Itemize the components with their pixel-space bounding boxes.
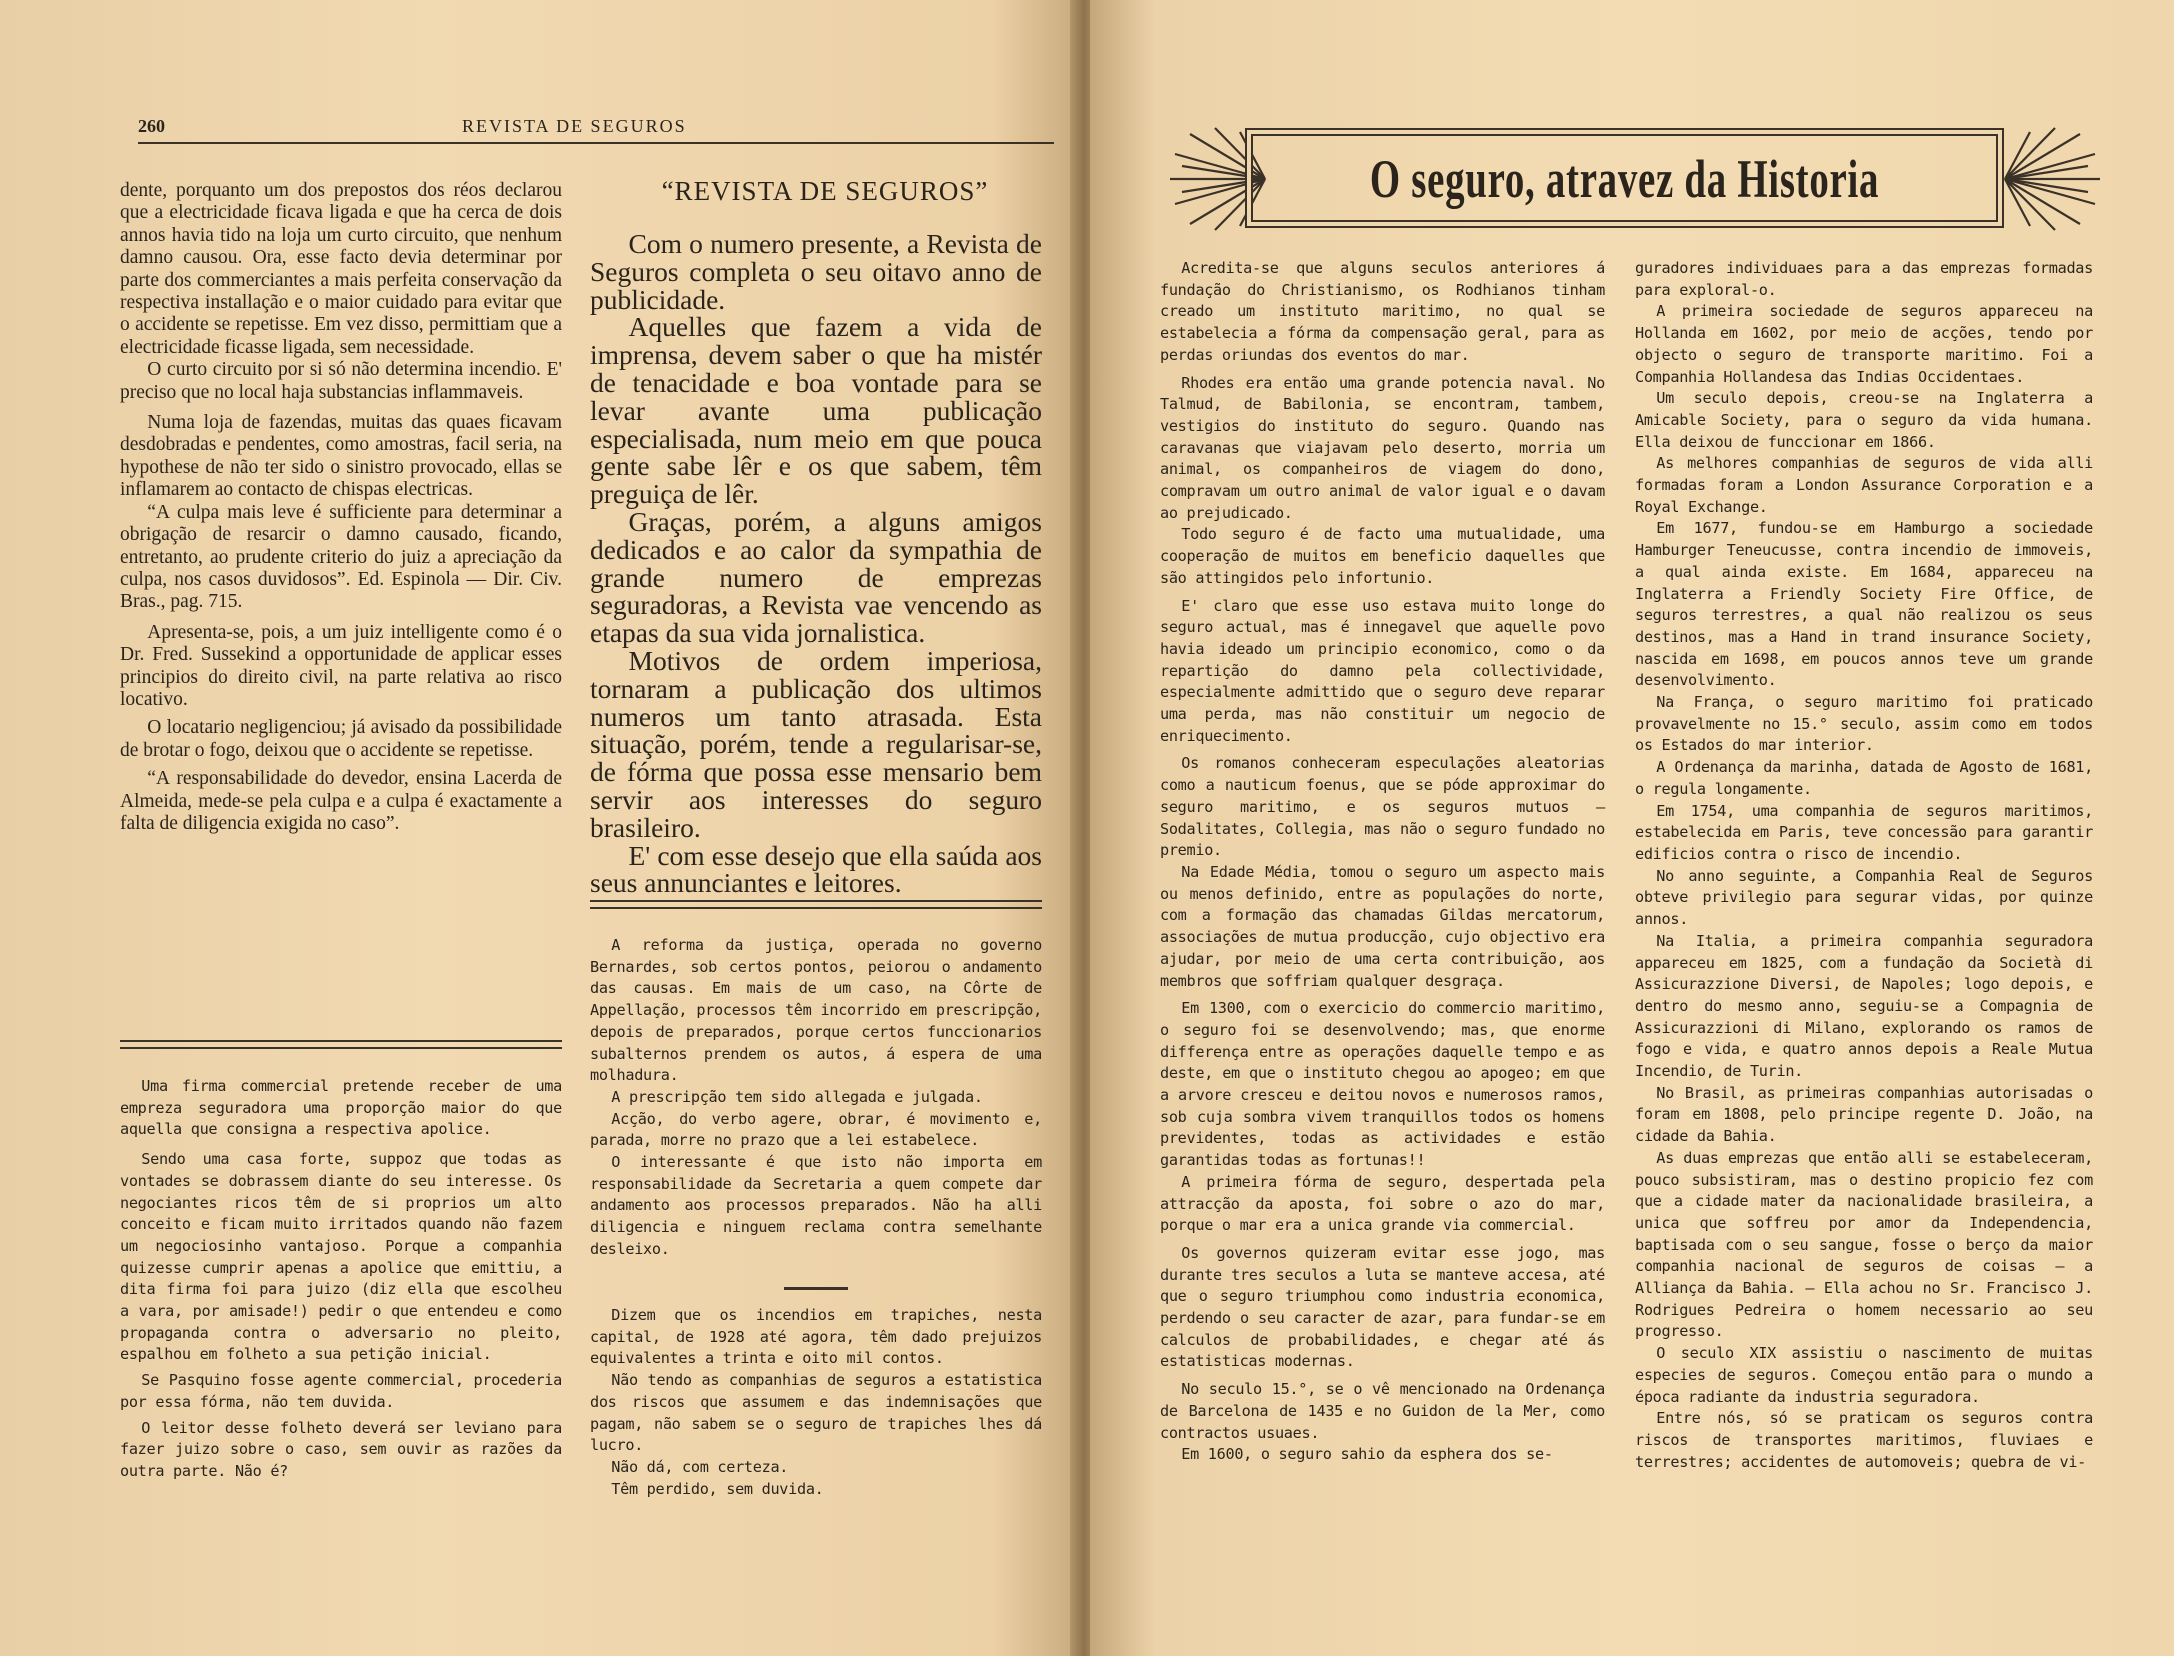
paragraph: A primeira fórma de seguro, despertada pela attracção da aposta, foi sobre o azo do mar, porque o mar era a unica grande via commercial.: [1160, 1172, 1605, 1235]
paragraph: Graças, porém, a alguns amigos dedicados e ao calor da sympathia de grande numero de emprezas seguradoras, a Revista vae vencendo as etapas da sua vida jornalistica.: [590, 505, 1042, 649]
paragraph: Numa loja de fazendas, muitas das quaes ficavam desdobradas e pendentes, como amostras, facil seria, na hypothese de não ter sido o sinistro provocado, ellas se inflamarem ao contacto de chispas electricas.: [120, 412, 562, 501]
short-divider: [784, 1287, 848, 1290]
paragraph: Os romanos conheceram especulações aleatorias como a nauticum foenus, que se póde approximar do seguro maritimo, e os seguros mutuos — Sodalitates, Collegia, mas não o seguro fundado no premio.: [1160, 754, 1605, 860]
left-page: [0, 0, 1078, 1656]
paragraph: Motivos de ordem imperiosa, tornaram a publicação dos ultimos numeros um tanto atrasada. Esta situação, porém, tende a regularisar-se, de fórma que possa esse mensario bem servir aos interesses do seguro brasileiro.: [590, 644, 1042, 843]
paragraph: O locatario negligenciou; já avisado da possibilidade de brotar o fogo, deixou que o accidente se repetisse.: [120, 717, 562, 761]
paragraph: Uma firma commercial pretende receber de uma empreza seguradora uma proporção maior do que aquella que consigna a respectiva apolice.: [120, 1077, 562, 1139]
section-divider: [120, 1040, 562, 1049]
paragraph: A primeira sociedade de seguros appareceu na Hollanda em 1602, por meio de acções, tendo por objecto o seguro de transporte maritimo. Foi a Companhia Hollandesa das Indias Occidentaes.: [1635, 302, 2093, 386]
paragraph: No Brasil, as primeiras companhias autorisadas o foram em 1808, pelo principe regente D. João, na cidade da Bahia.: [1635, 1083, 2093, 1146]
paragraph: Na França, o seguro maritimo foi praticado provavelmente no 15.° seculo, assim como em todos os Estados do mar interior.: [1635, 693, 2093, 755]
paragraph: O seculo XIX assistiu o nascimento de muitas especies de seguros. Começou então para o mundo a época radiante da industria seguradora.: [1635, 1344, 2093, 1406]
paragraph: A reforma da justiça, operada no governo Bernardes, sob certos pontos, peiorou o andamento das causas. Em mais de um caso, na Côrte de Appellação, processos têm incorrido em prescripção, depois de preparados, porque certos funccionarios subalternos prendem os autos, á espera de uma molhadura.: [590, 936, 1042, 1085]
paragraph: Rhodes era então uma grande potencia naval. No Talmud, de Babilonia, se encontram, tambem, vestigios do instituto do seguro. Quando nas caravanas que viajavam pelo deserto, morria um animal, os companheiros de viagem do dono, compravam um outro animal de valor igual e o davam ao prejudicado.: [1160, 373, 1605, 522]
paragraph: Não dá, com certeza.: [611, 1457, 789, 1476]
paragraph: No seculo 15.°, se o vê mencionado na Ordenança de Barcelona de 1435 e no Guidon de la Mer, como contractos usuaes.: [1160, 1380, 1605, 1442]
paragraph: O leitor desse folheto deverá ser leviano para fazer juizo sobre o caso, sem ouvir as razões da outra parte. Não é?: [120, 1418, 562, 1480]
paragraph: “A responsabilidade do devedor, ensina Lacerda de Almeida, mede-se pela culpa e a culpa é exactamente a falta de diligencia exigida no caso”.: [120, 768, 562, 834]
reforma-column: [590, 935, 1042, 1261]
paragraph: Têm perdido, sem duvida.: [611, 1479, 824, 1498]
paragraph: Acredita-se que alguns seculos anteriores á fundação do Christianismo, os Rodhianos tinham creado um instituto maritimo, no qual se estabelecia a fórma da compensação geral, para as perdas oriundas dos eventos do mar.: [1160, 259, 1605, 364]
paragraph: As duas emprezas que então alli se estabeleceram, pouco subsistiram, mas o destino propicio fez com que a cidade mater da nacionalidade brasileira, a unica que soffreu por amor da Independencia, baptisada com o seu sangue, fosse o berço da maior companhia nacional de seguros de coisas — a Alliança da Bahia. — Ella achou no Sr. Francisco J. Rodrigues Pedreira o homem necessario ao seu progresso.: [1635, 1148, 2093, 1341]
paragraph: Com o numero presente, a Revista de Seguros completa o seu oitavo anno de publicidade.: [590, 228, 1042, 315]
revista-editorial: [590, 230, 1042, 897]
paragraph: O curto circuito por si só não determina incendio. E' preciso que no local haja substancias inflammaveis.: [120, 359, 562, 403]
paragraph: Os governos quizeram evitar esse jogo, mas durante tres seculos a luta se manteve accesa, até que o seguro triumphou como industria economica, perdendo o seu caracter de azar, para fundar-se em calculos de probabilidades, e chegar até ás estatisticas modernas.: [1160, 1243, 1605, 1371]
article-column-1: [1160, 258, 1605, 1466]
paragraph: As melhores companhias de seguros de vida alli formadas foram a London Assurance Corporation e a Royal Exchange.: [1635, 454, 2093, 516]
left-column-bottom: [120, 1076, 562, 1483]
paragraph: Se Pasquino fosse agente commercial, procederia por essa fórma, não tem duvida.: [120, 1371, 562, 1411]
paragraph: A prescripção tem sido allegada e julgada.: [611, 1087, 983, 1106]
paragraph: Não tendo as companhias de seguros a estatistica dos riscos que assumem e das indemnisações que pagam, não sabem se o seguro de trapiches lhes dá lucro.: [590, 1371, 1042, 1455]
paragraph: A Ordenança da marinha, datada de Agosto de 1681, o regula longamente.: [1635, 758, 2093, 798]
paragraph: dente, porquanto um dos prepostos dos réos declarou que a electricidade ficava ligada e que ha cerca de dois annos havia tido na loja um curto circuito, que nenhum damno causou. Ora, esse facto devia determinar por parte dos commerciantes a mais perfeita conservação da respectiva installação e o maior cuidado para evitar que o accidente se repetisse. Em vez disso, permittiam que a electricidade ficasse ligada, sem necessidade.: [120, 180, 562, 358]
paragraph: Em 1677, fundou-se em Hamburgo a sociedade Hamburger Teneucusse, contra incendio de immoveis, a qual ainda existe. Em 1684, appareceu na Inglaterra a Friendly Society Fire Office, de seguros terrestres, a qual não realizou os seus destinos, mas a Hand in trand insurance Society, nascida em 1698, em poucos annos teve um grande desenvolvimento.: [1635, 519, 2093, 690]
running-header: REVISTA DE SEGUROS: [462, 116, 687, 136]
paragraph: Sendo uma casa forte, suppoz que todas as vontades se dobrassem diante do seu interesse. Os negociantes ricos têm de si proprios um alto conceito e ficam muito irritados quando não fazem um negociosinho vantajoso. Porque a companhia quizesse cumprir apenas a apolice que emittiu, a dita firma foi para juizo (diz ella que escolheu a vara, por amisade!) pedir o que entendeu e como propaganda contra o adversario no pleito, espalhou em folheto a sua petição inicial.: [120, 1150, 562, 1364]
paragraph: Em 1754, uma companhia de seguros maritimos, estabelecida em Paris, teve concessão para garantir edificios contra o risco de incendio.: [1635, 801, 2093, 863]
paragraph: Em 1300, com o exercicio do commercio maritimo, o seguro foi se desenvolvendo; mas, que enorme differença entre as operações daquelle tempo e as deste, em que o instituto chegou ao apogeo; em que a arvore cresceu e deitou novos e numerosos ramos, sob cuja sombra vivem tranquillos todos os homens previdentes, todas as actividades e estão garantidas todas as fortunas!!: [1160, 999, 1605, 1170]
paragraph: guradores individuaes para a das emprezas formadas para exploral-o.: [1635, 259, 2093, 299]
sunburst-ornament-right-icon: [1990, 124, 2110, 234]
paragraph: “A culpa mais leve é sufficiente para determinar a obrigação de resarcir o damno causado, ficando, entretanto, ao prudente criterio do juiz a apreciação da culpa, nos casos duvidosos”. Ed. Espinola — Dir. Civ. Bras., pag. 715.: [120, 501, 562, 613]
article-column-2: [1635, 258, 2093, 1473]
header-rule: [138, 142, 1054, 144]
paragraph: Acção, do verbo agere, obrar, é movimento e, parada, morre no prazo que a lei estabelece.: [590, 1109, 1042, 1150]
paragraph: Em 1600, o seguro sahio da esphera dos se-: [1181, 1445, 1553, 1464]
paragraph: Apresenta-se, pois, a um juiz intelligente como é o Dr. Fred. Sussekind a opportunidade de applicar esses principios do direito civil, na parte relativa ao risco locativo.: [120, 621, 562, 710]
article-title: O seguro, atravez da Historia: [1369, 149, 1880, 209]
incendios-column: [590, 1305, 1042, 1500]
paragraph: Na Italia, a primeira companhia seguradora appareceu em 1825, com a fundação da Società di Assicurazzione Diversi, de Napoles; logo depois, e dentro do mesmo anno, seguiu-se a Compagnia de Assicurazzioni di Milano, explorando os ramos de fogo e vida, e quatro annos depois a Reale Mutua Incendio, de Turin.: [1635, 931, 2093, 1081]
paragraph: Aquelles que fazem a vida de imprensa, devem saber o que ha mistér de tenacidade e boa vontade para se levar avante uma publicação especialisada, num meio em que pouca gente sabe lêr e os que sabem, têm preguiça de lêr.: [590, 311, 1042, 510]
paragraph: O interessante é que isto não importa em responsabilidade da Secretaria a quem compete dar andamento aos processos preparados. Não ha alli diligencia e ninguem reclama contra semelhante desleixo.: [590, 1153, 1042, 1258]
page-number: 260: [138, 116, 165, 136]
paragraph: Dizem que os incendios em trapiches, nesta capital, de 1928 até agora, têm dado prejuizos equivalentes a trinta e oito mil contos.: [590, 1306, 1042, 1368]
article-title-box: [1245, 128, 2004, 228]
paragraph: Entre nós, só se praticam os seguros contra riscos de transportes maritimos, fluviaes e terrestres; accidentes de automoveis; quebra de vi-: [1635, 1409, 2093, 1471]
paragraph: Na Edade Média, tomou o seguro um aspecto mais ou menos definido, entre as populações do norte, com a formação das chamadas Gildas mercatorum, associações de mutua producção, cujo objectivo era ajudar, por meio de uma certa contribuição, aos membros que soffriam qualquer desgraça.: [1160, 862, 1605, 990]
paragraph: No anno seguinte, a Companhia Real de Seguros obteve privilegio para segurar vidas, por quinze annos.: [1635, 866, 2093, 929]
paragraph: E' claro que esse uso estava muito longe do seguro actual, mas é innegavel que aquelle povo havia ideado um principio economico, como o da repartição do damno pela collectividade, especialmente admittido que o seguro deve reparar uma perda, mas não constituir um negocio de enriquecimento.: [1160, 596, 1605, 745]
paragraph: E' com esse desejo que ella saúda aos seus annunciantes e leitores.: [590, 839, 1042, 899]
revista-heading: “REVISTA DE SEGUROS”: [661, 176, 989, 206]
paragraph: Um seculo depois, creou-se na Inglaterra a Amicable Society, para o seguro da vida humana. Ella deixou de funccionar em 1866.: [1635, 389, 2093, 451]
section-divider: [590, 900, 1042, 909]
paragraph: Todo seguro é de facto uma mutualidade, uma cooperação de muitos em beneficio daquelles que são attingidos pelo infortunio.: [1160, 525, 1605, 587]
left-column-top: [120, 180, 562, 835]
